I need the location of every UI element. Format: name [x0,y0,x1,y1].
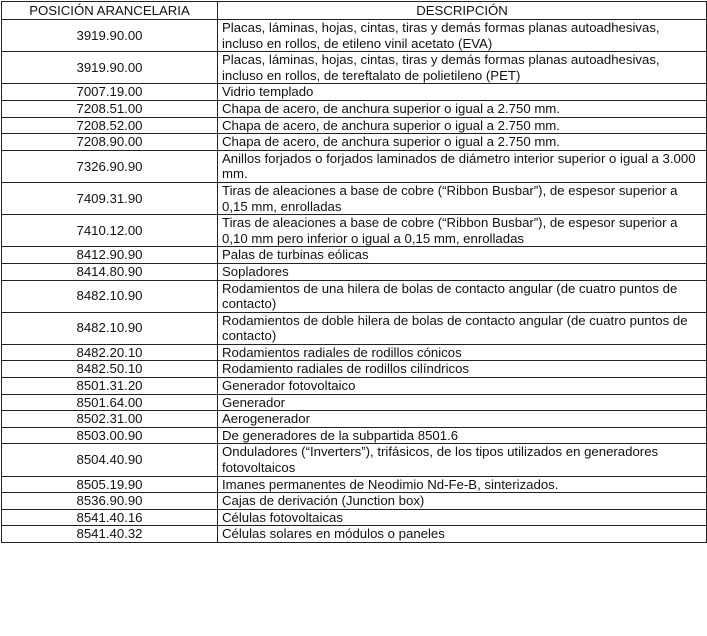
tariff-code-cell: 8505.19.90 [2,476,218,493]
header-row [2,2,707,20]
description-cell: Células solares en módulos o paneles [218,526,707,543]
table-row [2,52,707,84]
table-row [2,476,707,493]
tariff-code-cell: 8482.20.10 [2,344,218,361]
description-cell: Vidrio templado [218,84,707,101]
table-row [2,427,707,444]
tariff-table [1,1,707,543]
tariff-code-cell: 8502.31.00 [2,411,218,428]
tariff-code-cell: 8504.40.90 [2,444,218,476]
table-row [2,84,707,101]
table-row [2,378,707,395]
table-row [2,182,707,214]
description-cell: De generadores de la subpartida 8501.6 [218,427,707,444]
tariff-code-cell: 8536.90.90 [2,493,218,510]
table-row [2,411,707,428]
tariff-code-cell: 8412.90.90 [2,247,218,264]
description-cell: Generador fotovoltaico [218,378,707,395]
tariff-code-cell: 7410.12.00 [2,215,218,247]
table-row [2,394,707,411]
description-cell: Rodamientos de doble hilera de bolas de contacto angular (de cuatro puntos de contacto) [218,312,707,344]
description-cell: Sopladores [218,263,707,280]
table-row [2,509,707,526]
table-row [2,361,707,378]
tariff-code-cell: 8482.10.90 [2,312,218,344]
table-row [2,20,707,52]
table-row [2,312,707,344]
description-cell: Placas, láminas, hojas, cintas, tiras y demás formas planas autoadhesivas, incluso en rollos, de tereftalato de polietileno (PET) [218,52,707,84]
description-cell: Rodamientos de una hilera de bolas de contacto angular (de cuatro puntos de contacto) [218,280,707,312]
table-row [2,280,707,312]
tariff-code-cell: 8501.64.00 [2,394,218,411]
description-cell: Tiras de aleaciones a base de cobre (“Ribbon Busbar”), de espesor superior a 0,10 mm pero inferior o igual a 0,15 mm, enrolladas [218,215,707,247]
column-header-description: DESCRIPCIÓN [218,2,707,20]
tariff-code-cell: 3919.90.00 [2,20,218,52]
table-row [2,117,707,134]
table-row [2,344,707,361]
table-row [2,263,707,280]
table-row [2,526,707,543]
description-cell: Chapa de acero, de anchura superior o igual a 2.750 mm. [218,117,707,134]
description-cell: Onduladores (“Inverters”), trifásicos, de los tipos utilizados en generadores fotovoltaicos [218,444,707,476]
tariff-code-cell: 7208.52.00 [2,117,218,134]
column-header-code: POSICIÓN ARANCELARIA [2,2,218,20]
table-row [2,150,707,182]
tariff-code-cell: 8541.40.16 [2,509,218,526]
description-cell: Placas, láminas, hojas, cintas, tiras y demás formas planas autoadhesivas, incluso en rollos, de etileno vinil acetato (EVA) [218,20,707,52]
tariff-code-cell: 7409.31.90 [2,182,218,214]
description-cell: Palas de turbinas eólicas [218,247,707,264]
tariff-code-cell: 3919.90.00 [2,52,218,84]
table-body [2,20,707,543]
description-cell: Aerogenerador [218,411,707,428]
description-cell: Generador [218,394,707,411]
tariff-code-cell: 8414.80.90 [2,263,218,280]
table-row [2,215,707,247]
description-cell: Anillos forjados o forjados laminados de diámetro interior superior o igual a 3.000 mm. [218,150,707,182]
table-row [2,100,707,117]
description-cell: Chapa de acero, de anchura superior o igual a 2.750 mm. [218,134,707,151]
description-cell: Rodamiento radiales de rodillos cilíndricos [218,361,707,378]
tariff-code-cell: 7208.90.00 [2,134,218,151]
description-cell: Tiras de aleaciones a base de cobre (“Ribbon Busbar”), de espesor superior a 0,15 mm, enrolladas [218,182,707,214]
tariff-code-cell: 8503.00.90 [2,427,218,444]
table-row [2,134,707,151]
tariff-code-cell: 7208.51.00 [2,100,218,117]
tariff-code-cell: 8501.31.20 [2,378,218,395]
table-row [2,493,707,510]
tariff-code-cell: 7326.90.90 [2,150,218,182]
tariff-code-cell: 8482.10.90 [2,280,218,312]
table-row [2,444,707,476]
tariff-code-cell: 8541.40.32 [2,526,218,543]
description-cell: Células fotovoltaicas [218,509,707,526]
description-cell: Cajas de derivación (Junction box) [218,493,707,510]
tariff-code-cell: 8482.50.10 [2,361,218,378]
tariff-code-cell: 7007.19.00 [2,84,218,101]
description-cell: Chapa de acero, de anchura superior o igual a 2.750 mm. [218,100,707,117]
description-cell: Imanes permanentes de Neodimio Nd-Fe-B, sinterizados. [218,476,707,493]
table-row [2,247,707,264]
description-cell: Rodamientos radiales de rodillos cónicos [218,344,707,361]
